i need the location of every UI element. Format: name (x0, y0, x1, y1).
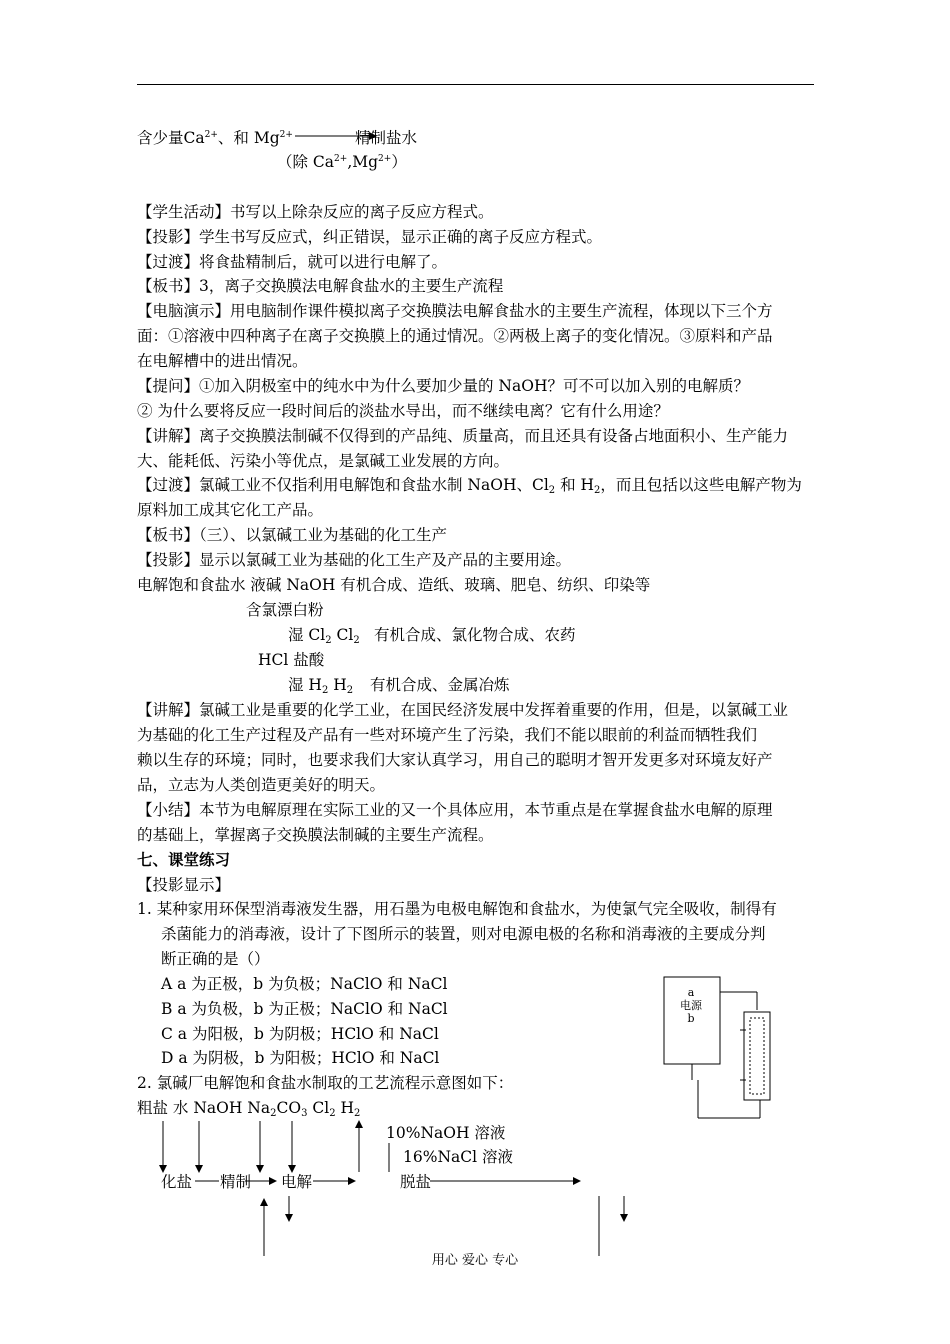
q1-line-3: 断正确的是（） (161, 950, 270, 968)
summary-line-1: 【小结】本节为电解原理在实际工业的又一个具体应用，本节重点是在掌握食盐水电解的原理 (137, 801, 773, 819)
process-step-refine: 精制 (220, 1173, 252, 1191)
explain-2-line-1: 【讲解】氯碱工业是重要的化学工业，在国民经济发展中发挥着重要的作用，但是，以氯碱工业 (137, 701, 789, 719)
q1-line-1: 1. 某种家用环保型消毒液发生器，用石墨为电极电解饱和食盐水，为使氯气完全吸收，制得有 (137, 900, 777, 918)
explain-2-line-3: 赖以生存的环境；同时，也要求我们大家认真学习，用自己的聪明才智开发更多对环境友好产 (137, 751, 773, 769)
projection-1: 【投影】学生书写反应式，纠正错误，显示正确的离子反应方程式。 (137, 228, 603, 246)
question-line-1: 【提问】①加入阴极室中的纯水中为什么要加少量的 NaOH？可不可以加入别的电解质？ (137, 377, 749, 395)
question-line-2: ② 为什么要将反应一段时间后的淡盐水导出，而不继续电离？它有什么用途？ (137, 402, 669, 420)
apparatus-a-label: a (687, 986, 695, 999)
power-supply-box (664, 977, 720, 1064)
explain-2-line-2: 为基础的化工生产过程及产品有一些对环境产生了污染，我们不能以眼前的利益而牺牲我们 (137, 726, 758, 744)
flow-row-4: HCl 盐酸 (258, 651, 325, 669)
process-step-dissolve: 化盐 (161, 1173, 193, 1191)
explain-2-line-4: 品，立志为人类创造更美好的明天。 (137, 776, 386, 794)
apparatus-diagram (664, 977, 770, 1118)
intro-line-2: （除 $Ca^{2+},Mg^{2+}$） (277, 153, 407, 171)
summary-line-2: 的基础上，掌握离子交换膜法制碱的主要生产流程。 (137, 826, 494, 844)
projection-3: 【投影】显示以氯碱工业为基础的化工生产及产品的主要用途。 (137, 551, 572, 569)
transition-2-line-1: 【过渡】氯碱工业不仅指利用电解饱和食盐水制 NaOH、$Cl_2$ 和 $H_2$，而且包括以这些电解产物为 (137, 476, 802, 496)
projection-show: 【投影显示】 (137, 876, 231, 894)
q2-line: 2. 氯碱厂电解饱和食盐水制取的工艺流程示意图如下： (137, 1074, 514, 1092)
q1-option-b: B a 为负极，b 为正极；NaClO 和 NaCl (161, 1000, 448, 1018)
intro-product: 精制盐水 (355, 129, 418, 147)
process-step-electrolysis: 电解 (281, 1173, 313, 1191)
transition-1: 【过渡】将食盐精制后，就可以进行电解了。 (137, 253, 448, 271)
flow-row-5-a: 湿 $H_2$ $H_2$ (288, 676, 354, 696)
computer-demo-line-2: 面：①溶液中四种离子在离子交换膜上的通过情况。②两极上离子的变化情况。③原料和产品 (137, 327, 773, 345)
q1-option-a: A a 为正极，b 为负极；NaClO 和 NaCl (161, 975, 448, 993)
process-naoh-10: 10%NaOH 溶液 (386, 1124, 506, 1142)
q1-line-2: 杀菌能力的消毒液，设计了下图所示的装置，则对电源电极的名称和消毒液的主要成分判 (161, 925, 766, 943)
transition-2-line-2: 原料加工成其它化工产品。 (137, 501, 324, 519)
process-nacl-16: 16%NaCl 溶液 (403, 1148, 513, 1166)
student-activity: 【学生活动】书写以上除杂反应的离子反应方程式。 (137, 203, 494, 221)
q1-option-d: D a 为阴极，b 为阳极；HClO 和 NaCl (161, 1049, 440, 1067)
intro-line-1: 含少量$Ca^{2+}$、和 $Mg^{2+}$ (137, 129, 293, 147)
computer-demo-line-3: 在电解槽中的进出情况。 (137, 352, 308, 370)
explain-1-line-1: 【讲解】离子交换膜法制碱不仅得到的产品纯、质量高，而且还具有设备占地面积小、生产能力 (137, 427, 789, 445)
process-flow-diagram (163, 1121, 624, 1256)
q1-option-c: C a 为阳极，b 为阴极；HClO 和 NaCl (161, 1025, 439, 1043)
apparatus-power-label: 电源 (680, 999, 702, 1012)
page-footer: 用心 爱心 专心 (431, 1253, 519, 1268)
flow-row-1: 电解饱和食盐水 液碱 NaOH 有机合成、造纸、玻璃、肥皂、纺织、印染等 (137, 576, 651, 594)
apparatus-b-label: b (687, 1012, 695, 1025)
electrolysis-tube (744, 1012, 770, 1100)
computer-demo-line-1: 【电脑演示】用电脑制作课件模拟离子交换膜法电解食盐水的主要生产流程，体现以下三个方 (137, 302, 773, 320)
process-step-desalt: 脱盐 (400, 1173, 432, 1191)
flow-row-2: 含氯漂白粉 (246, 601, 324, 619)
board-1: 【板书】3，离子交换膜法电解食盐水的主要生产流程 (137, 277, 504, 295)
section-7-heading: 七、课堂练习 (137, 850, 231, 869)
flow-row-3-a: 湿 $Cl_2$ $Cl_2$ (288, 626, 360, 646)
flow-row-5-uses: 有机合成、金属冶炼 (370, 676, 510, 694)
flow-row-3-uses: 有机合成、氯化物合成、农药 (374, 626, 576, 644)
board-3: 【板书】（三）、以氯碱工业为基础的化工生产 (137, 526, 448, 544)
explain-1-line-2: 大、能耗低、污染小等优点，是氯碱工业发展的方向。 (137, 452, 510, 470)
process-inputs: 粗盐 水 NaOH $Na_2CO_3$ $Cl_2$ $H_2$ (137, 1099, 361, 1119)
